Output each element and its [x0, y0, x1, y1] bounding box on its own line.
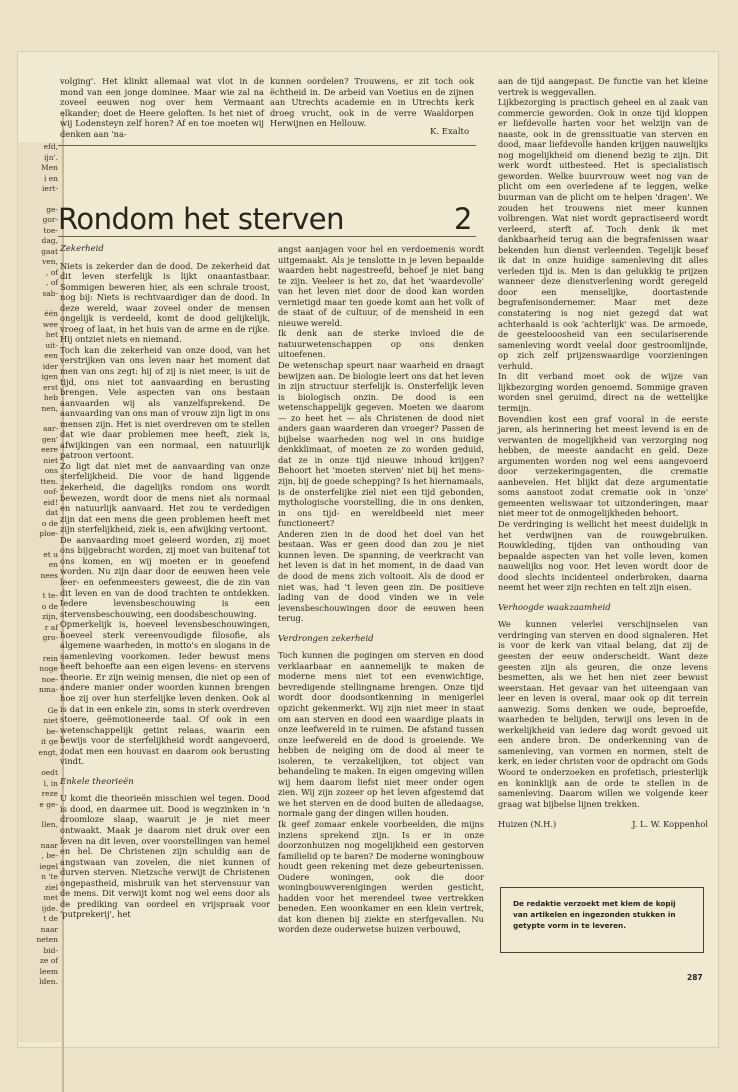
paragraph: Toch kan die zekerheid van onze dood, van het verstrijken van ons leven naar het moment dat men van ons zegt: hij of zij is niet meer, is uit de tijd, ons niet tot aanvaarding en berusting brengen. Vele aspecten van ons bestaan aanvaarden wij als vanzelfsprekend. De aanvaarding van ons man of vrouw zijn ligt in ons mensen zijn. Het is niet overdreven om te stellen dat wie daar problemen mee heeft, ziek is, afwijkingen van een normaal, een natuurlijk patroon vertoont. — [60, 344, 270, 461]
fragment-gap — [18, 414, 62, 424]
adjacent-page-fragment: neten — [36, 935, 58, 944]
adjacent-page-fragment: eid! — [43, 497, 58, 507]
adjacent-page-fragment: gaat — [41, 246, 58, 256]
adjacent-page-fragment: igen — [41, 372, 58, 381]
article-title: Rondom het sterven — [58, 202, 345, 236]
previous-article-text-2: kunnen oordelen? Trouwens, er zit toch ook ëchtheid in. De arbeid van Voetius en de zijnen aan Utrechts academie en in Utrechts kerk droeg vrucht, ook in de verre Waaldorpen Herwijnen en Hellouw. — [270, 76, 474, 129]
adjacent-page-fragment: t de — [43, 914, 58, 923]
adjacent-page-fragment: rein — [42, 653, 58, 663]
paragraph: angst aanjagen voor hel en verdoemenis wordt uitgemaakt. Als je tenslotte in je leven bepaalde waarden hebt nagestreefd, behoef je niet bang te zijn. Veeleer is het zo, dat het 'waardevolle' van het leven niet door de dood kan worden vernietigd maar ten goede komt aan het volk of de staat of de cultuur, of de mensheid in een nieuwe wereld. — [278, 244, 484, 328]
fragment-gap — [18, 540, 62, 550]
adjacent-page-fragment: Men — [41, 163, 58, 172]
previous-article-column-2 — [270, 76, 474, 129]
paragraph: Bovendien kost een graf vooral in de eerste jaren, als herinnering het meest levend is en de verwanten de mogelijkheid van verzorging nog hebben, de meeste aandacht en geld. Deze argumenten worden nog wel eens aangevoerd door verzekeringagenten, die crematie aanbevelen. Het blijkt dat deze argumentatie soms aanstoot zodat crematie ook in 'onze' gemeenten weliswaar tot uitzonderingen, maar niet meer tot de onmogelijkheden behoort. — [498, 413, 708, 519]
adjacent-page-fragment: een — [44, 351, 58, 360]
paragraph: De wetenschap speurt naar waarheid en draagt bewijzen aan. De biologie leert ons dat het leven in zijn structuur sterfelijk is. Onsterfelijk leven is biologisch onzin. De dood is een wetenschappelijk gegeven. Moeten we daarom — zo heet het — als Christenen de dood niet anders gaan waarderen dan vroeger? Passen de bijbelse waarheden nog wel in ons huidige denkklimaat, of moeten ze zo worden geduid, dat ze in onze tijd nieuwe inhoud krijgen? Behoort het 'moeten sterven' niet bij het mens-zijn, bij de goede schepping? Is het hiernamaals, is de onsterfelijke ziel niet een tijd gebonden, mythologische voorstelling, die in ons denken, in ons tijd- en wereldbeeld niet meer functioneert? — [278, 360, 484, 529]
fragment-gap — [18, 831, 62, 841]
adjacent-page-fragment: ijde. — [41, 903, 58, 913]
adjacent-page-fragment: nma- — [39, 685, 58, 694]
subheading-verdrongen-zekerheid: Verdrongen zekerheid — [278, 633, 374, 644]
adjacent-page-fragment: zijn, — [42, 612, 58, 621]
paragraph: Niets is zekerder dan de dood. De zekerheid dat dit leven sterfelijk is lijkt onaantastbaar. Sommigen beweren hier, als een schrale troost, nog bij: Niets is rechtvaardiger dan de dood. In deze wereld, waar zoveel onder de mensen ongelijk is verdeeld, komt de dood gelijkelijk, vroeg of laat, in het huis van de arme en de rijke. Hij ontziet niets en niemand. — [60, 260, 270, 345]
adjacent-page-fragment: , of — [45, 267, 58, 277]
paragraph: In dit verband moet ook de wijze van lijkbezorging worden genoemd. Sommige graven worden snel geruimd, direct na de wettelijke termijn. — [498, 371, 708, 413]
adjacent-page-fragment: gro- — [42, 633, 58, 642]
adjacent-page-fragment: o de — [41, 601, 58, 611]
adjacent-page-fragment: tten. — [40, 476, 58, 486]
adjacent-page-fragment: lden. — [39, 977, 58, 986]
author-signature — [498, 819, 708, 830]
adjacent-page-fragment: nees — [40, 570, 58, 580]
adjacent-page-fragment: bid- — [43, 945, 58, 955]
adjacent-page-fragment: niet — [43, 716, 58, 725]
adjacent-page-fragment: uit- — [45, 340, 58, 350]
paragraph: Zo ligt dat niet met de aanvaarding van onze sterfelijkheid. Die voor de hand liggende zekerheid, die dagelijks rondom ons wordt bewezen, wordt door de mens niet als normaal en natuurlijk aanvaard. Het zou te verdedigen zijn dat een mens die geen problemen heeft met zijn sterfelijkheid, ziek is, een afwijking vertoont. — [60, 460, 270, 535]
fragment-gap — [18, 758, 62, 768]
article-column-1 — [60, 244, 270, 920]
adjacent-page-fragment: it ge — [40, 737, 58, 746]
adjacent-page-fragment: , of — [45, 278, 58, 287]
adjacent-page-fragment: naar — [40, 840, 58, 850]
adjacent-page-fragment: be- — [46, 726, 58, 736]
adjacent-page-edge — [18, 142, 62, 1042]
fragment-gap — [18, 810, 62, 820]
fragment-gap — [18, 195, 62, 205]
adjacent-page-fragment: r af — [44, 622, 58, 632]
paragraph: Ik geef zomaar enkele voorbeelden, die mijns inziens sprekend zijn. Is er in onze doorzonhuizen nog mogelijkheid een gestorven familielid op te baren? De moderne woningbouw houdt geen rekening met deze gebeurtenissen. Oudere woningen, ook die door woningbouwverenigingen werden gesticht, hadden voor het merendeel twee vertrekken beneden. Een woonkamer en een klein vertrek, dat kon dienen bij ziekte en sterfgevallen. Nu worden deze ouderwetse huizen verbouwd, — [278, 818, 484, 935]
adjacent-page-fragment: dag, — [41, 236, 58, 245]
adjacent-page-fragment: eere — [41, 445, 58, 454]
fragment-gap — [18, 299, 62, 309]
adjacent-page-fragment: ge- — [46, 204, 58, 214]
adjacent-page-fragment: oof- — [43, 487, 58, 496]
fragment-gap — [18, 644, 62, 654]
adjacent-page-fragment: niet — [43, 455, 58, 465]
adjacent-page-fragment: iert- — [42, 184, 58, 193]
paragraph: Opmerkelijk is, hoeveel levensbeschouwingen, hoeveel sterk vereenvoudigde filosofie, als algemene waarheden, in motto's en slogans in de samenleving voorkomen. Ieder bewust mens heeft behoefte aan een eigen levens- en stervens theorie. Er zijn weinig mensen, die niet op een of andere manier onder woorden kunnen brengen hoe zij over hun sterfelijke leven denken. Ook al is dat in een enkele zin, soms in sterk overdreven stoere, geëmotioneerde taal. Of ook in een wetenschappelijk getint relaas, waarin een bewijs voor de sterfelijkheid wordt aangevoerd, zodat men een houvast en daarom ook berusting vindt. — [60, 619, 270, 767]
article-part-number: 2 — [454, 202, 473, 236]
paragraph: Anderen zien in de dood het doel van het bestaan. Was er geen dood dan zou je niet kunnen leven. De spanning, de veerkracht van het leven is dat in het moment, in de daad van de dood de mens zich voltooit. Als de dood er niet was, had 't leven geen zin. De positieve lading van de dood vinden we in vele levensbeschouwingen door de eeuwen heen terug. — [278, 528, 484, 624]
author-name: J. L. W. Koppenhol — [632, 819, 708, 830]
title-underline — [58, 236, 476, 237]
adjacent-page-fragment: ploe- — [39, 529, 58, 538]
adjacent-page-fragment: et u — [43, 549, 58, 559]
adjacent-page-fragment: en — [48, 560, 58, 569]
fragment-gap — [18, 988, 62, 998]
adjacent-page-fragment: het — [45, 330, 58, 339]
fragment-gap — [18, 581, 62, 591]
adjacent-page-fragment: leem — [39, 966, 58, 976]
article-column-2 — [278, 244, 484, 935]
subheading-verhoogde-waakzaamheid: Verhoogde waakzaamheid — [498, 602, 611, 613]
editorial-notice-box — [500, 887, 704, 953]
adjacent-page-fragment: ven, — [42, 257, 58, 266]
adjacent-page-fragment: oedt — [41, 768, 58, 777]
paragraph: Lijkbezorging is practisch geheel en al zaak van commercie geworden. Ook in onze tijd kloppen er liefdevolle harten voor het welzijn van de naaste, ook in de grenssituatie van sterven en dood, maar liefdevolle handen krijgen nauwelijks nog mogelijkheid om dienend bezig te zijn. Dit werk wordt uitbesteed. Het is specialistisch geworden. Welke buurvrouw weet nog van de plicht om een overledene af te leggen, welke buurman van de plicht om te helpen 'dragen'. We zouden het trouwens niet meer kunnen volbrengen. Wat niet wordt gepractiseerd wordt verleerd, sterft af. Toch denk ik met dankbaarheid terug aan die begrafenissen waar bekenden hun dienst verleenden. Tegelijk besef ik dat in onze huidige samenleving dit alles verleden tijd is. Men is dan gelukkig te prijzen wanneer deze dienstverlening wordt geregeld door een menselijke, doortastende begrafenisondernemer. Maar met deze constatering is nog niet gezegd dat wat achterhaald is ook 'achterlijk' was. De armoede, de geestelooosheid van een seculariserende samenleving wordt veelal door gestroomlijnde, op zich zelf prijzenswaardige voorzieningen verhuld. — [498, 97, 708, 371]
adjacent-page-fragment: iegel — [39, 861, 58, 871]
adjacent-page-fragment: noge — [39, 664, 58, 673]
previous-article-column-1 — [60, 76, 264, 139]
adjacent-page-fragment: o de — [41, 518, 58, 528]
adjacent-page-fragment: engt, — [38, 747, 58, 757]
adjacent-page-fragment: toe- — [43, 225, 58, 235]
adjacent-page-fragment: reze — [41, 789, 58, 798]
adjacent-page-fragment: erst — [43, 382, 58, 392]
adjacent-page-fragment: heb — [43, 393, 58, 402]
adjacent-page-fragment: Ge — [47, 705, 58, 715]
subheading-zekerheid: Zekerheid — [60, 244, 104, 254]
paragraph: U komt die theorieën misschien wel tegen. Dood is dood, en daarmee uit. Dood is wegzinken in 'n droomloze slaap, waaruit je je niet meer ontwaakt. Maak je daarom niet druk over een leven na dit leven, over voorstellingen van hemel en hel. De Christenen zijn schuldig aan de angstwaan van zovelen, die niet kunnen of durven sterven. Nietzsche verwijt de Christenen ongepastheid, misbruik van het stervensuur van de mens. Dit verwijt komt nog wel eens door als de prediking van oordeel en vrijspraak voor 'putprekerij', het — [60, 793, 270, 920]
paragraph: aan de tijd aangepast. De functie van het kleine vertrek is weggevallen. — [498, 76, 708, 97]
adjacent-page-fragment: aar- — [42, 424, 58, 433]
adjacent-page-fragment: nen, — [41, 403, 58, 413]
adjacent-page-fragment: ze of — [39, 956, 58, 965]
fragment-gap — [18, 696, 62, 706]
previous-article-text-1: volging'. Het klinkt allemaal wat vlot in de mond van een jonge dominee. Maar wie zal na zoveel eeuwen nog over hem Vermaant elkander; doet de Heere geloften. Is het niet of wij Lodensteyn zelf horen? Af en toe moeten wij denken aan 'na- — [60, 76, 264, 139]
paragraph: De verdringing is wellicht het meest duidelijk in het verdwijnen van de rouwgebruiken. Rouwkleding, tijden van onthouding van bepaalde aspecten van het volle leven, komen nauwelijks nog voor. Het leven wordt door de dood slechts incidenteel onderbroken, daarna neemt het weer zijn rechten en telt zijn eisen. — [498, 518, 708, 593]
section-divider — [58, 145, 476, 146]
adjacent-page-fragment: noe- — [41, 674, 58, 684]
adjacent-page-fragment: efd, — [43, 142, 58, 151]
adjacent-page-fragment: gen' — [41, 434, 58, 444]
adjacent-page-fragment: n 'te — [41, 872, 58, 881]
previous-article-signature: K. Exalto — [430, 127, 470, 137]
adjacent-page-fragment: i en — [43, 173, 58, 183]
adjacent-page-fragment: , be- — [41, 851, 58, 860]
adjacent-page-fragment: wee — [42, 319, 58, 329]
adjacent-page-fragment: e ge- — [39, 799, 58, 809]
adjacent-page-fragment: ider — [42, 361, 58, 371]
adjacent-page-fragment: sab- — [42, 288, 58, 298]
adjacent-page-fragment: llen, — [41, 820, 58, 829]
paragraph: Toch kunnen die pogingen om sterven en dood verklaarbaar en aannemelijk te maken de moderne mens niet tot een evenwichtige, bevredigende stellingname brengen. Onze tijd wordt door doodsontkenning in menigerlei opzicht gekenmerkt. Wij zijn niet meer in staat om aan sterven en dood een waardige plaats in onze leefwereld in te ruimen. De afstand tussen onze leefwereld en de dood is groeiende. We hebben de neiging om de dood al meer te isoleren, te verzakelijken, tot object van behandeling te maken. In eigen omgeving willen wij hem daarom liefst niet meer onder ogen zien. Wij zijn zozeer op het leven afgestemd dat we het sterven en de dood buiten de alledaagse, normale gang der dingen willen houden. — [278, 650, 484, 819]
adjacent-page-fragment: naar — [40, 924, 58, 934]
page-number: 287 — [687, 973, 703, 982]
adjacent-page-fragment: ijn'. — [43, 152, 58, 162]
adjacent-page-fragment: ziel — [44, 882, 58, 892]
adjacent-page-fragment: één — [44, 309, 58, 318]
paragraph: Ik denk aan de sterke invloed die de natuurwetenschappen op ons denken uitoefenen. — [278, 328, 484, 360]
adjacent-page-fragment: met — [43, 893, 58, 902]
adjacent-page-fragment: gor- — [42, 215, 58, 224]
adjacent-page-fragment: ons — [44, 466, 58, 475]
adjacent-page-fragment: dat — [45, 508, 58, 517]
paragraph: We kunnen velerlei verschijnselen van verdringing van sterven en dood signaleren. Het is voor de kerk van vitaal belang, dat zij de geesten der eeuw onderscheidt. Want deze geesten zijn als geuren, die onze levens besmetten, als we het hen niet zeer bewust weerstaan. Het gevaar van het uiteengaan van leer en leven is overal, maar ook op dit terrein aanwezig. Soms denken we oude, beproefde, waarheden te belijden, terwijl ons leven in de werkelijkheid van iedere dag wordt gevoed uit een andere bron. De onderkenning van de samenleving, van vormen en normen, stelt de kerk, en ieder christen voor de opdracht om Gods Woord te onderzoeken en profetisch, priesterlijk en koninklijk aan de orde te stellen in de samenleving. Daarom willen we volgende keer graag wat bijbelse lijnen trekken. — [498, 619, 708, 809]
adjacent-page-fragment: t te- — [42, 591, 58, 600]
editorial-notice-text: De redaktie verzoekt met klem de kopij van artikelen en ingezonden stukken in getypte vorm in te leveren. — [513, 899, 676, 930]
adjacent-page-fragment: l, in — [43, 778, 58, 788]
article-column-3 — [498, 76, 708, 830]
subheading-enkele-theorieen: Enkele theorieën — [60, 776, 134, 787]
paragraph: De aanvaarding moet geleerd worden, zij moet ons bijgebracht worden, zij moet van buitenaf tot ons komen, en wij moeten er in geoefend worden. Nu zijn daar door de eeuwen heen vele leer- en oefenmeesters geweest, die de zin van dit leven en van de dood trachten te ontdekken. Iedere levensbeschouwing is een stervensbeschouwing, een doodsbeschouwing. — [60, 534, 270, 619]
author-place: Huizen (N.H.) — [498, 819, 557, 830]
